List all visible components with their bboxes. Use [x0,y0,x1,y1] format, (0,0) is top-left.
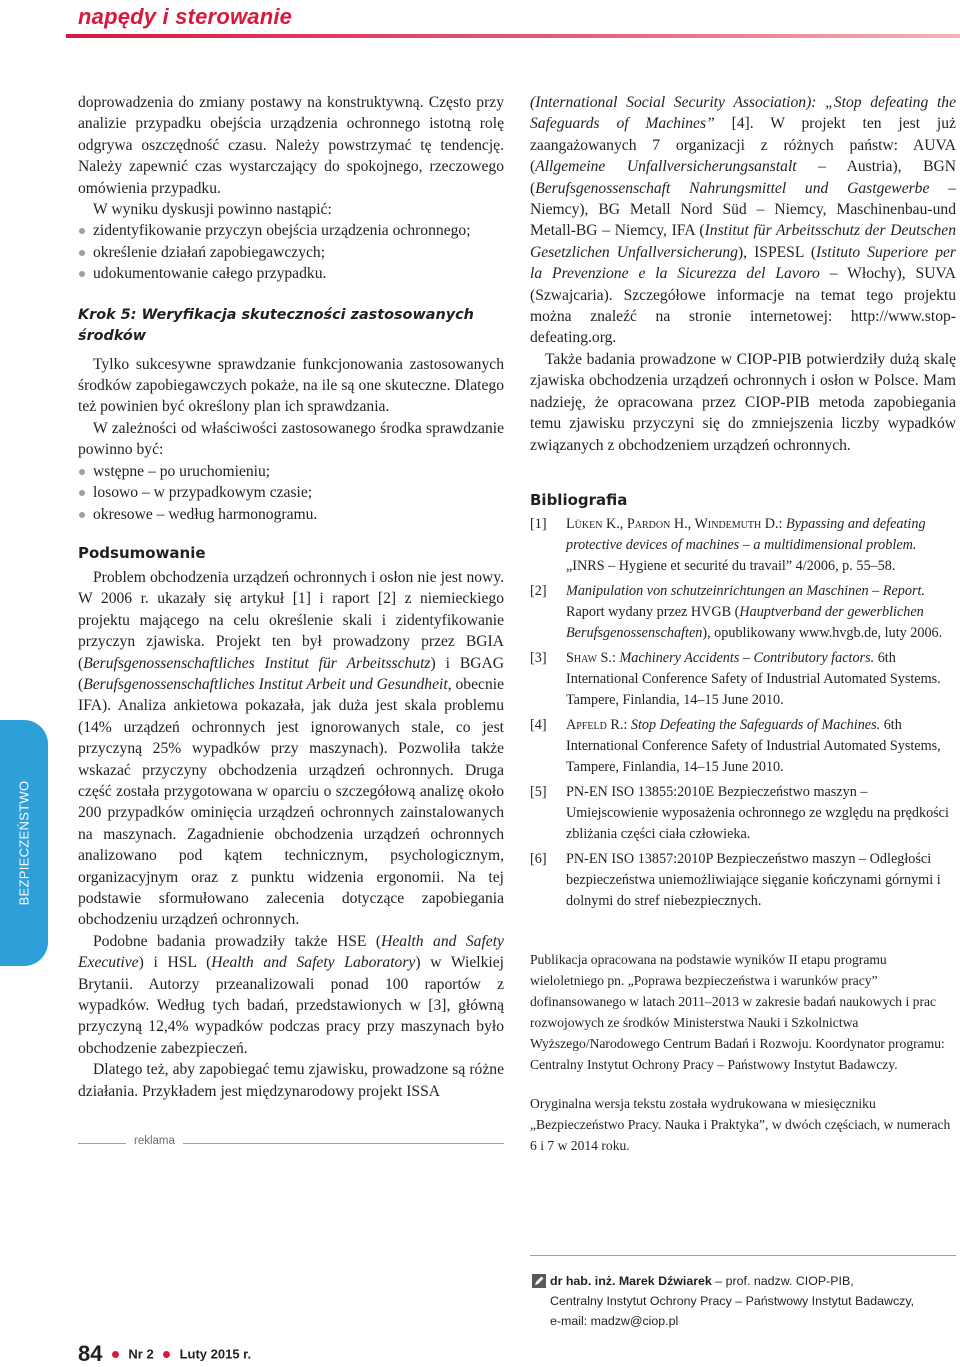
list-item: udokumentowanie całego przypadku. [78,263,504,284]
section-title: napędy i sterowanie [78,4,293,29]
author-institute: Centralny Instytut Ochrony Pracy – Państwowy Instytut Badawczy, [550,1294,915,1308]
summary-paragraph-2: Podobne badania prowadziły także HSE (Health and Safety Executive) i HSL (Health and Safety Laboratory) w Wielkiej Brytanii. Autorzy przeanalizowali ponad 100 raportów z wypadków. Według tych badań, przedstawionych w [3], główną przyczyną 12,4% wypadków podczas pracy przy maszynach było obchodzenie zabezpieczeń. [78,932,504,1057]
left-column [78,92,504,1102]
issue-date: Luty 2015 r. [179,1346,252,1362]
original-publication-note: Oryginalna wersja tekstu została wydrukowana w miesięczniku „Bezpieczeństwo Pracy. Nauka i Praktyka”, w dwóch częściach, w numerach 6 i 7 w 2014 roku. [530,1095,951,1153]
author-name: dr hab. inż. Marek Dźwiarek [550,1274,712,1288]
check-list [78,461,504,525]
funding-note: Publikacja opracowana na podstawie wyników II etapu programu wieloletniego pn. „Poprawa bezpieczeństwa i warunków pracy” dofinansowanego w latach 2011–2013 w zakresie badań naukowych i prac rozwojowych ze środków Ministerstwa Nauki i Szkolnictwa Wyższego/Narodowego Centrum Badań i Rozwoju. Koordynator programu: Centralny Instytut Ochrony Pracy – Państwowy Instytut Badawczy. [530,951,945,1072]
step5-paragraph-2: W zależności od właściwości zastosowanego środka sprawdzanie powinno być: [78,419,504,459]
ad-label: reklama [126,1135,183,1147]
pen-icon [532,1274,546,1288]
intro-paragraph: doprowadzenia do zmiany postawy na konstruktywną. Często przy analizie przypadku obejścia urządzenia ochronnego istotną rolę odgrywa oszczędność czasu. Należy powstrzymać tę tendencję. Należy zapewnić czas wystarczający do spokojnego, rzeczowego omówienia przypadku. [78,94,504,197]
page-number: 84 [78,1341,103,1366]
ciop-paragraph: Także badania prowadzone w CIOP-PIB potwierdziły dużą skalę zjawiska obchodzenia urządzeń ochronnych i osłon w Polsce. Mam nadzieję, że opracowana przez CIOP-PIB metoda zapobiegania temu zjawisku przyczyni się do zmniejszenia liczby wypadków związanych z obchodzeniem urządzeń ochronnych. [530,350,956,454]
discussion-list [78,220,504,284]
project-link[interactable]: http://www.stop-defeating.org [530,308,956,347]
issa-paragraph: (International Social Security Association): „Stop defeating the Safeguards of Machines” [4]. W projekt ten jest już zaangażowanych 7 organizacji z różnych państw: AUVA (Allgemeine Unfallversicherungsanstalt – Austria), BGN (Berufsgenossenschaft Nahrungsmittel und Gastgewerbe – Niemcy), BG Metall Nord Süd – Niemcy, Maschinenbau-und Metall-BG – Niemcy, IFA (Institut für Arbeitsschutz der Deutschen Gesetzlichen Unfallversicherung), ISPESL (Istituto Superiore per la Prevenzione e la Sicurezza del Lavoro – Włochy), SUVA (Szwajcaria). Szczegółowe informacje na temat tego projektu można znaleźć na stronie internetowej: http://www.stop-defeating.org. [530,94,957,347]
side-tab-label: BEZPIECZEŃSTWO [16,780,32,906]
reference-item: [5] PN-EN ISO 13855:2010E Bezpieczeństwo maszyn – Umiejscowienie wyposażenia ochronnego ze względu na prędkości zbliżania części ciała człowieka. [530,783,949,842]
footer-dot-icon [112,1351,119,1358]
step5-paragraph: Tylko sukcesywne sprawdzanie funkcjonowania zastosowanych środków zapobiegawczych pokaże, na ile są one skuteczne. Dlatego też powinien być określony plan ich sprawdzania. [78,355,504,416]
summary-heading: Podsumowanie [78,543,206,562]
list-item: zidentyfikowanie przyczyn obejścia urządzenia ochronnego; [78,220,504,241]
footer-dot-icon [163,1351,170,1358]
summary-paragraph-3: Dlatego też, aby zapobiegać temu zjawisku, prowadzone są różne działania. Przykładem jest międzynarodowy projekt ISSA [78,1061,504,1100]
bibliography-heading: Bibliografia [530,490,628,509]
list-item: określenie działań zapobiegawczych; [78,242,504,263]
section-side-tab [0,720,48,966]
reference-list [530,514,956,912]
header-rule [66,34,960,38]
issue-number: Nr 2 [128,1346,154,1362]
list-item: okresowe – według harmonogramu. [78,504,504,525]
list-item: losowo – w przypadkowym czasie; [78,482,504,503]
summary-paragraph: Problem obchodzenia urządzeń ochronnych i osłon nie jest nowy. W 2006 r. ukazały się artykuł [1] i raport [2] z niemieckiego projektu mającego na celu określenie skali i zidentyfikowanie przyczyn zjawiska. Projekt ten był prowadzony przez BGIA (Berufsgenossenschaftliches Institut für Arbeitsschutz) i BGAG (Berufsgenossenschaftliches Institut Arbeit und Gesundheit, obecnie IFA). Analiza ankietowa pokazała, jak duża jest skala problemu (14% urządzeń ochronnych jest ignorowanych stale, co jest przyczyną 25% wypadków przy maszynach). Pozwoliła także wskazać przyczyny obchodzenia urządzeń ochronnych. Druga część została przygotowana w oparciu o szczegółową analizę około 200 przypadków ominięcia urządzeń ochronnych zainstalowanych na maszynach. Zagadnienie obchodzenia urządzeń ochronnych analizowano pod kątem technicznym, psychologicznym, organizacyjnym oraz z punktu widzenia ergonomii. Na tej podstawie sformułowano zalecenia dotyczące zapobiegania obchodzeniu urządzeń ochronnych. [78,568,505,929]
page-footer [78,1341,251,1367]
author-title: – prof. nadzw. CIOP-PIB, [711,1274,854,1288]
step5-heading: Krok 5: Weryfikacja skuteczności zastosowanych środków [78,306,474,344]
list-item: wstępne – po uruchomieniu; [78,461,504,482]
author-email[interactable]: e-mail: madzw@ciop.pl [550,1314,679,1328]
author-block [532,1271,958,1331]
right-column [530,92,956,1156]
reference-item: [1] Lüken K., Pardon H., Windemuth D.: Bypassing and defeating protective devices of machines – a multidimensional problem. „INRS – Hygiene et securité du travail” 4/2006, p. 55–58. [530,515,926,574]
reference-item: [6] PN-EN ISO 13857:2010P Bezpieczeństwo maszyn – Odległości bezpieczeństwa uniemożliwiające sięganie kończynami górnymi i dolnymi do stref niebezpiecznych. [530,850,941,909]
ad-divider [78,1135,504,1147]
reference-item: [2] Manipulation von schutzeinrichtungen an Maschinen – Report. Raport wydany przez HVGB (Hauptverband der gewerblichen Berufsgenossenschaften), opublikowany www.hvgb.de, luty 2006. [530,582,943,641]
discussion-lead: W wyniku dyskusji powinno nastąpić: [93,201,332,219]
reference-item: [3] Shaw S.: Machinery Accidents – Contributory factors. 6th International Conference Safety of Industrial Automated Systems. Tampere, Finlandia, 14–15 June 2010. [530,649,941,708]
author-divider [530,1255,956,1256]
reference-item: [4] Apfeld R.: Stop Defeating the Safeguards of Machines. 6th International Conference Safety of Industrial Automated Systems, Tampere, Finlandia, 14–15 June 2010. [530,716,941,775]
